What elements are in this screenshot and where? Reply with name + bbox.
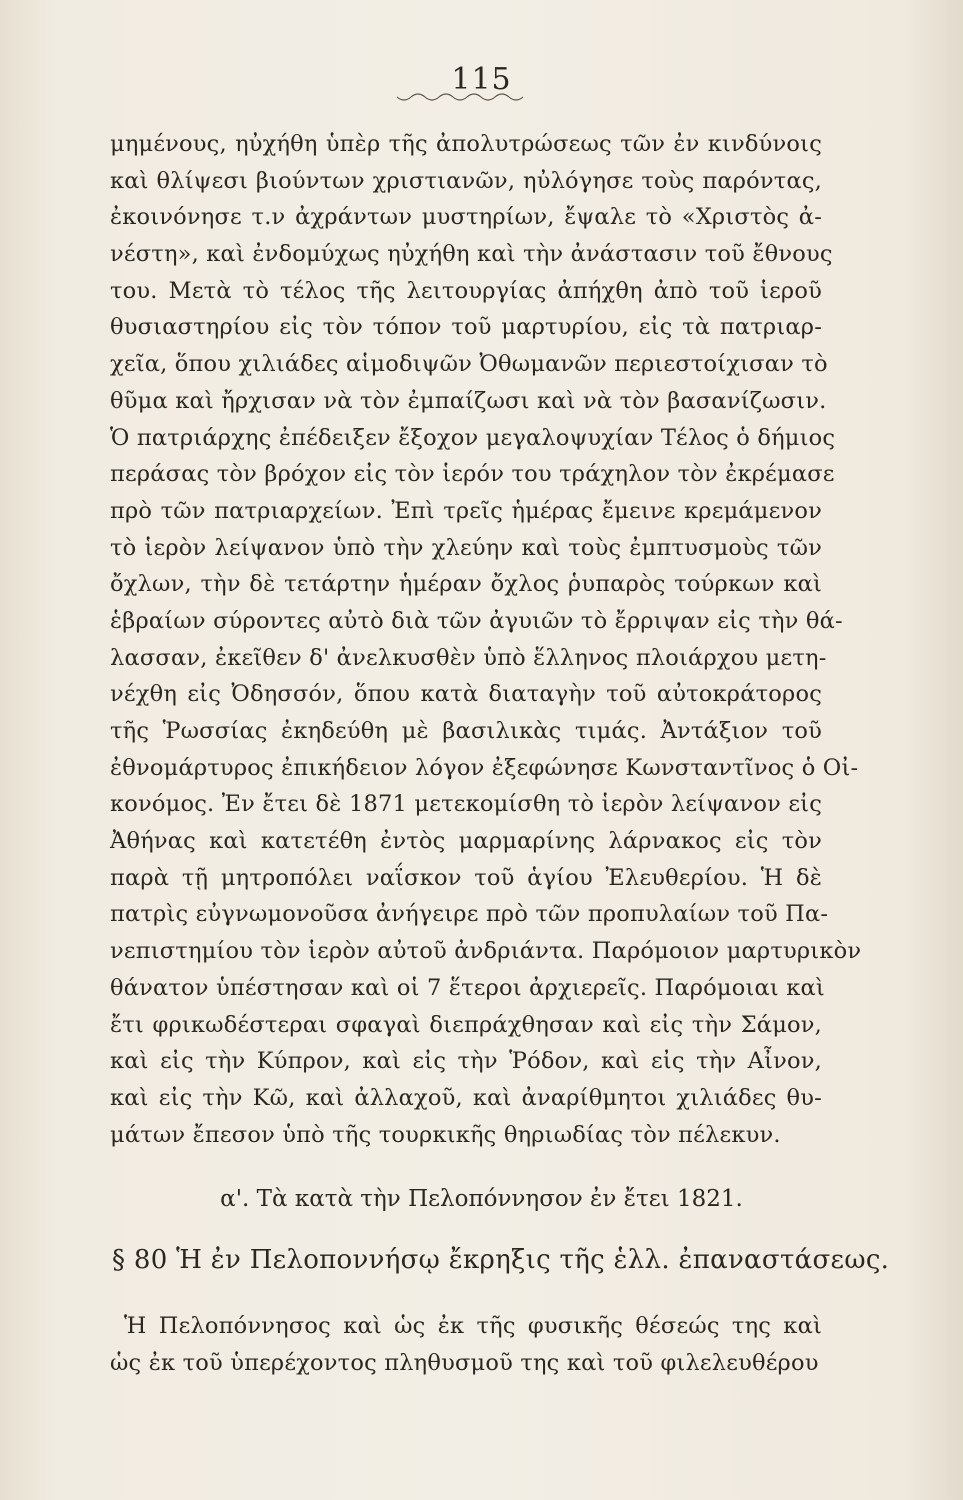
text-line: ἐκοινόνησε τ.ν ἀχράντων μυστηρίων, ἔψαλε τὸ «Χριστὸς ἀ- xyxy=(110,204,822,231)
text-line: καὶ εἰς τὴν Κῶ, καὶ ἀλλαχοῦ, καὶ ἀναρίθμητοι χιλιάδες θυ- xyxy=(110,1084,822,1111)
ornamental-rule xyxy=(395,92,530,106)
text-line: περάσας τὸν βρόχον εἰς τὸν ἱερόν του τράχηλον τὸν ἐκρέμασε xyxy=(110,461,835,488)
text-line: ὄχλων, τὴν δὲ τετάρτην ἡμέραν ὄχλος ῥυπαρὸς τούρκων καὶ xyxy=(110,571,822,598)
text-line: Ἡ Πελοπόννησος καὶ ὡς ἐκ τῆς φυσικῆς θέσεώς της καὶ xyxy=(124,1313,822,1339)
text-line: τὸ ἱερὸν λείψανον ὑπὸ τὴν χλεύην καὶ τοὺς ἐμπτυσμοὺς τῶν xyxy=(110,534,822,561)
text-line: παρὰ τῇ μητροπόλει ναΐσκον τοῦ ἁγίου Ἐλευθερίου. Ἡ δὲ xyxy=(110,864,822,891)
text-line: λασσαν, ἐκεῖθεν δ' ἀνελκυσθὲν ὑπὸ ἕλληνος πλοιάρχου μετη- xyxy=(110,644,827,671)
text-line: καὶ θλίψεσι βιούντων χριστιανῶν, ηὐλόγησε τοὺς παρόντας, xyxy=(110,167,822,194)
text-line: κονόμος. Ἐν ἔτει δὲ 1871 μετεκομίσθη τὸ ἱερὸν λείψανον εἰς xyxy=(110,791,822,818)
text-line: πρὸ τῶν πατριαρχείων. Ἐπὶ τρεῖς ἡμέρας ἔμεινε κρεμάμενον xyxy=(110,497,822,524)
text-line: ὡς ἐκ τοῦ ὑπερέχοντος πληθυσμοῦ της καὶ τοῦ φιλελευθέρου xyxy=(110,1349,819,1376)
text-line: καὶ εἰς τὴν Κύπρον, καὶ εἰς τὴν Ῥόδον, καὶ εἰς τὴν Αἶνον, xyxy=(110,1048,822,1075)
text-line: ἐθνομάρτυρος ἐπικήδειον λόγον ἐξεφώνησε Κωνσταντῖνος ὁ Οἰ- xyxy=(110,754,859,781)
text-line: νέστη», καὶ ἐνδομύχως ηὐχήθη καὶ τὴν ἀνάστασιν τοῦ ἔθνους xyxy=(110,241,833,268)
section-heading: § 80 Ἡ ἐν Πελοποννήσῳ ἔκρηξις τῆς ἑλλ. ἐπαναστάσεως. xyxy=(112,1245,890,1275)
text-line: θῦμα καὶ ἤρχισαν νὰ τὸν ἐμπαίζωσι καὶ νὰ τὸν βασανίζωσιν. xyxy=(110,387,827,414)
text-line: μάτων ἔπεσον ὑπὸ τῆς τουρκικῆς θηριωδίας τὸν πέλεκυν. xyxy=(110,1121,781,1148)
text-line: του. Μετὰ τὸ τέλος τῆς λειτουργίας ἀπήχθη ἀπὸ τοῦ ἱεροῦ xyxy=(110,277,822,304)
text-line: θυσιαστηρίου εἰς τὸν τόπον τοῦ μαρτυρίου, εἰς τὰ πατριαρ- xyxy=(110,314,822,341)
body-text xyxy=(110,126,862,1153)
subheading: α'. Τὰ κατὰ τὴν Πελοπόννησον ἐν ἔτει 1821. xyxy=(220,1186,743,1212)
text-line: θάνατον ὑπέστησαν καὶ οἱ 7 ἕτεροι ἀρχιερεῖς. Παρόμοιαι καὶ xyxy=(110,974,825,1001)
text-line: νέχθη εἰς Ὀδησσόν, ὅπου κατὰ διαταγὴν τοῦ αὐτοκράτορος xyxy=(110,681,822,708)
text-line: Ὁ πατριάρχης ἐπέδειξεν ἔξοχον μεγαλοψυχίαν Τέλος ὁ δήμιος xyxy=(110,424,836,451)
text-line: πατρὶς εὐγνωμονοῦσα ἀνήγειρε πρὸ τῶν προπυλαίων τοῦ Πα- xyxy=(110,901,829,928)
text-line: μημένους, ηὐχήθη ὑπὲρ τῆς ἀπολυτρώσεως τῶν ἐν κινδύνοις xyxy=(110,131,822,157)
text-line: τῆς Ῥωσσίας ἐκηδεύθη μὲ βασιλικὰς τιμάς. Ἀντάξιον τοῦ xyxy=(110,718,822,744)
text-line: χεῖα, ὅπου χιλιάδες αἱμοδιψῶν Ὀθωμανῶν περιεστοίχισαν τὸ xyxy=(110,351,828,378)
text-line: ἑβραίων σύροντες αὐτὸ διὰ τῶν ἀγυιῶν τὸ ἔρριψαν εἰς τὴν θά- xyxy=(110,607,843,634)
paragraph-next-section xyxy=(110,1308,822,1381)
text-line: νεπιστημίου τὸν ἱερὸν αὐτοῦ ἀνδριάντα. Παρόμοιον μαρτυρικὸν xyxy=(110,938,862,965)
page-number: 115 xyxy=(451,62,512,97)
text-line: ἔτι φρικωδέστεραι σφαγαὶ διεπράχθησαν καὶ εἰς τὴν Σάμον, xyxy=(110,1011,822,1038)
text-line: Ἀθήνας καὶ κατετέθη ἐντὸς μαρμαρίνης λάρνακος εἰς τὸν xyxy=(110,828,822,855)
